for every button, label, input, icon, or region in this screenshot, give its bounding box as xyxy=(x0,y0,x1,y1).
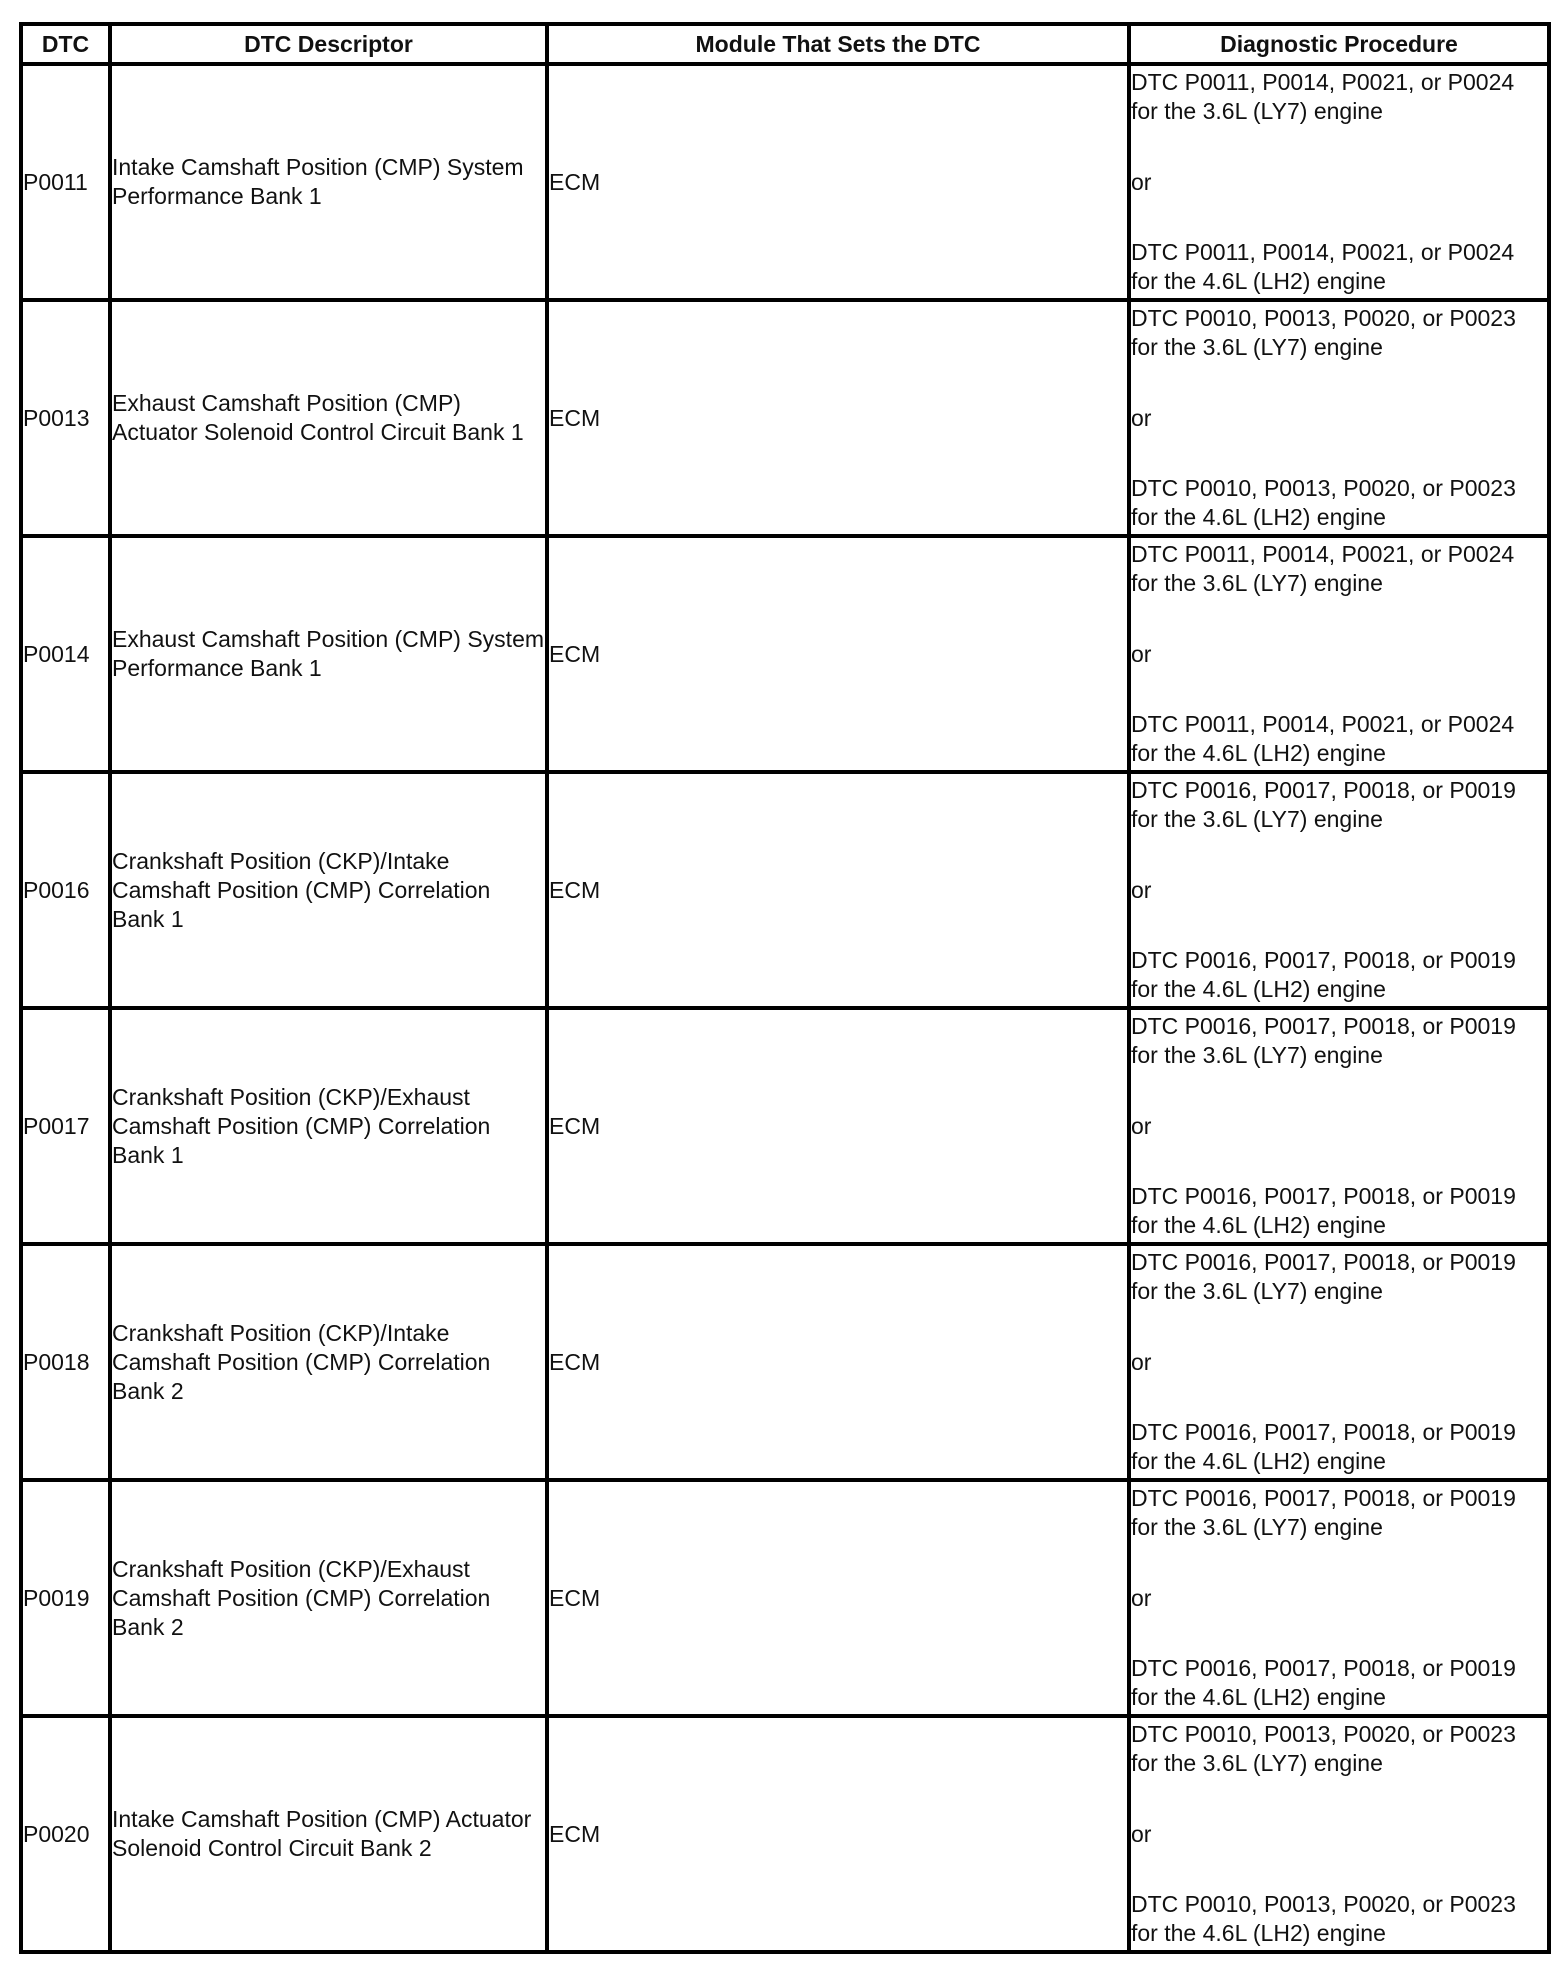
dtc-code: P0020 xyxy=(21,1716,110,1952)
procedure-ly7-link[interactable]: DTC P0011, P0014, P0021, or P0024 for the 3.6L (LY7) engine xyxy=(1131,69,1515,124)
dtc-descriptor: Intake Camshaft Position (CMP) System Performance Bank 1 xyxy=(110,64,547,300)
dtc-code: P0019 xyxy=(21,1480,110,1716)
module: ECM xyxy=(547,1480,1129,1716)
dtc-descriptor: Crankshaft Position (CKP)/Intake Camshaft Position (CMP) Correlation Bank 2 xyxy=(110,1244,547,1480)
procedure-ly7-link[interactable]: DTC P0010, P0013, P0020, or P0023 for the 3.6L (LY7) engine xyxy=(1131,305,1516,360)
table-row xyxy=(21,64,1549,300)
table-row xyxy=(21,1480,1549,1716)
dtc-code: P0017 xyxy=(21,1008,110,1244)
procedure-or: or xyxy=(1131,1112,1152,1139)
procedure-ly7-link[interactable]: DTC P0016, P0017, P0018, or P0019 for the 3.6L (LY7) engine xyxy=(1131,1013,1516,1068)
table-row xyxy=(21,300,1549,536)
procedure-lh2-link[interactable]: DTC P0011, P0014, P0021, or P0024 for the 4.6L (LH2) engine xyxy=(1131,711,1515,766)
procedure-ly7-link[interactable]: DTC P0016, P0017, P0018, or P0019 for the 3.6L (LY7) engine xyxy=(1131,777,1516,832)
dtc-descriptor: Intake Camshaft Position (CMP) Actuator Solenoid Control Circuit Bank 2 xyxy=(110,1716,547,1952)
header-dtc-descriptor: DTC Descriptor xyxy=(110,24,547,64)
module: ECM xyxy=(547,300,1129,536)
procedure-ly7-link[interactable]: DTC P0016, P0017, P0018, or P0019 for the 3.6L (LY7) engine xyxy=(1131,1249,1516,1304)
diagnostic-procedure xyxy=(1129,1244,1549,1480)
module: ECM xyxy=(547,64,1129,300)
dtc-descriptor: Crankshaft Position (CKP)/Exhaust Camshaft Position (CMP) Correlation Bank 1 xyxy=(110,1008,547,1244)
diagnostic-procedure xyxy=(1129,1716,1549,1952)
module: ECM xyxy=(547,1716,1129,1952)
procedure-lh2-link[interactable]: DTC P0016, P0017, P0018, or P0019 for the 4.6L (LH2) engine xyxy=(1131,947,1516,1002)
dtc-descriptor: Crankshaft Position (CKP)/Intake Camshaft Position (CMP) Correlation Bank 1 xyxy=(110,772,547,1008)
dtc-table xyxy=(19,22,1551,1954)
header-dtc: DTC xyxy=(21,24,110,64)
dtc-descriptor: Crankshaft Position (CKP)/Exhaust Camshaft Position (CMP) Correlation Bank 2 xyxy=(110,1480,547,1716)
header-diagnostic-procedure: Diagnostic Procedure xyxy=(1129,24,1549,64)
procedure-or: or xyxy=(1131,1820,1152,1847)
header-row xyxy=(21,24,1549,64)
dtc-code: P0018 xyxy=(21,1244,110,1480)
table-row xyxy=(21,1008,1549,1244)
procedure-lh2-link[interactable]: DTC P0016, P0017, P0018, or P0019 for the 4.6L (LH2) engine xyxy=(1131,1183,1516,1238)
procedure-ly7-link[interactable]: DTC P0011, P0014, P0021, or P0024 for the 3.6L (LY7) engine xyxy=(1131,541,1515,596)
dtc-code: P0013 xyxy=(21,300,110,536)
dtc-code: P0016 xyxy=(21,772,110,1008)
diagnostic-procedure xyxy=(1129,1008,1549,1244)
table-row xyxy=(21,536,1549,772)
module: ECM xyxy=(547,1008,1129,1244)
diagnostic-procedure xyxy=(1129,64,1549,300)
diagnostic-procedure xyxy=(1129,772,1549,1008)
module: ECM xyxy=(547,772,1129,1008)
dtc-descriptor: Exhaust Camshaft Position (CMP) Actuator Solenoid Control Circuit Bank 1 xyxy=(110,300,547,536)
procedure-or: or xyxy=(1131,640,1152,667)
procedure-ly7-link[interactable]: DTC P0016, P0017, P0018, or P0019 for the 3.6L (LY7) engine xyxy=(1131,1485,1516,1540)
diagnostic-procedure xyxy=(1129,536,1549,772)
table-row xyxy=(21,1716,1549,1952)
procedure-lh2-link[interactable]: DTC P0010, P0013, P0020, or P0023 for the 4.6L (LH2) engine xyxy=(1131,1891,1516,1946)
procedure-lh2-link[interactable]: DTC P0011, P0014, P0021, or P0024 for the 4.6L (LH2) engine xyxy=(1131,239,1515,294)
procedure-or: or xyxy=(1131,168,1152,195)
table-row xyxy=(21,1244,1549,1480)
header-module: Module That Sets the DTC xyxy=(547,24,1129,64)
procedure-or: or xyxy=(1131,404,1152,431)
dtc-descriptor: Exhaust Camshaft Position (CMP) System Performance Bank 1 xyxy=(110,536,547,772)
dtc-code: P0014 xyxy=(21,536,110,772)
module: ECM xyxy=(547,536,1129,772)
procedure-or: or xyxy=(1131,1348,1152,1375)
diagnostic-procedure xyxy=(1129,1480,1549,1716)
module: ECM xyxy=(547,1244,1129,1480)
procedure-ly7-link[interactable]: DTC P0010, P0013, P0020, or P0023 for the 3.6L (LY7) engine xyxy=(1131,1721,1516,1776)
procedure-lh2-link[interactable]: DTC P0010, P0013, P0020, or P0023 for the 4.6L (LH2) engine xyxy=(1131,475,1516,530)
procedure-or: or xyxy=(1131,1584,1152,1611)
dtc-code: P0011 xyxy=(21,64,110,300)
diagnostic-procedure xyxy=(1129,300,1549,536)
procedure-lh2-link[interactable]: DTC P0016, P0017, P0018, or P0019 for the 4.6L (LH2) engine xyxy=(1131,1419,1516,1474)
procedure-lh2-link[interactable]: DTC P0016, P0017, P0018, or P0019 for the 4.6L (LH2) engine xyxy=(1131,1655,1516,1710)
procedure-or: or xyxy=(1131,876,1152,903)
table-row xyxy=(21,772,1549,1008)
